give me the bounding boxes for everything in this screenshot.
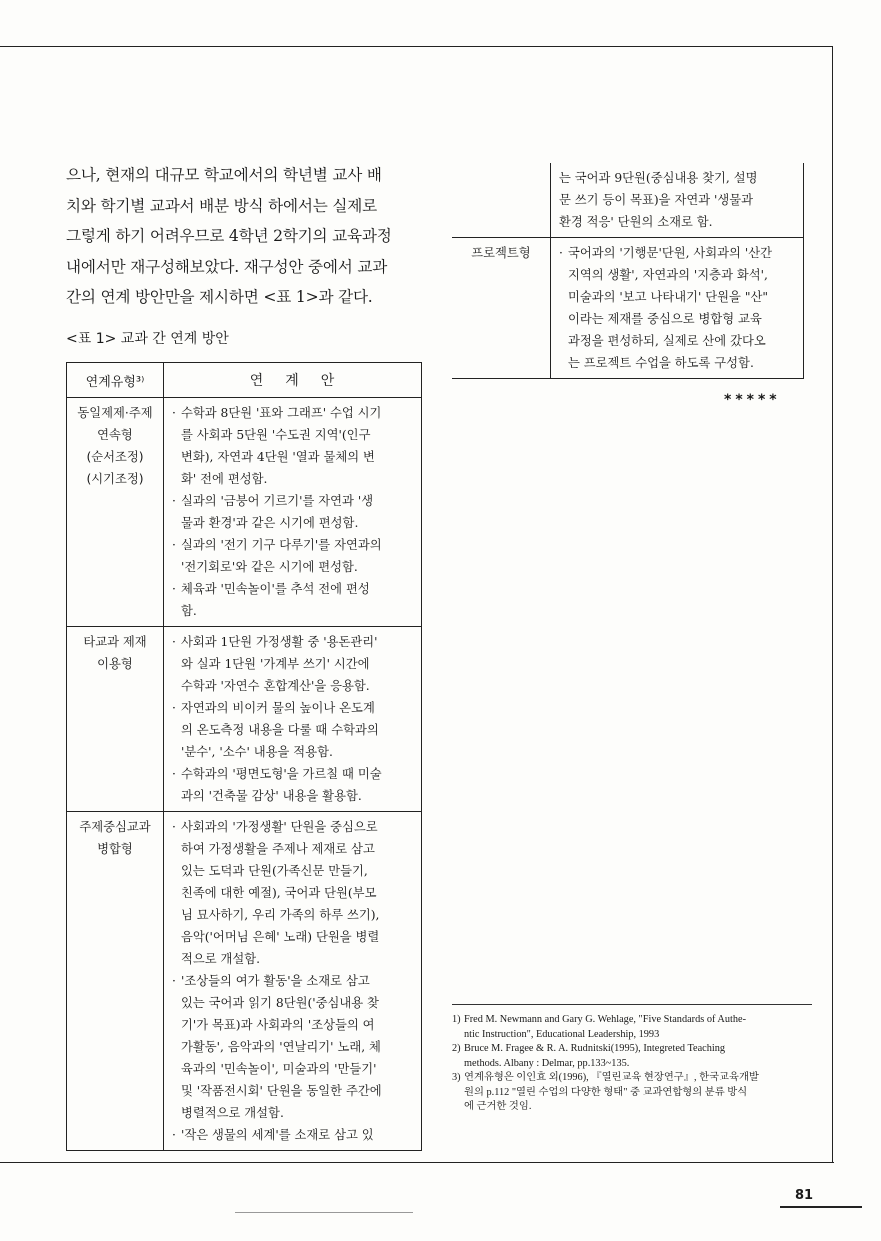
- cell-type: 프로젝트형: [452, 238, 551, 379]
- plan-item-line: 친족에 대한 예절), 국어과 단원(부모: [181, 886, 377, 900]
- intro-line: 치와 학기별 교과서 배분 방식 하에서는 실제로: [66, 196, 377, 215]
- linkage-table-continued: [452, 163, 804, 379]
- footnote-line: 원의 p.112 "열린 수업의 다양한 형태" 중 교과연합형의 분류 방식: [464, 1086, 748, 1098]
- plan-item-line: 있는 국어과 읽기 8단원('중심내용 찾: [181, 996, 379, 1010]
- footnote-text: [464, 1042, 725, 1071]
- plan-item-line: 변화), 자연과 4단원 '열과 물체의 변: [181, 450, 375, 464]
- plan-item-line: 과의 '건축물 감상' 내용을 활용함.: [181, 789, 362, 803]
- footnote-text: [464, 1013, 746, 1042]
- plan-item: [172, 763, 417, 807]
- table-row: [67, 398, 422, 627]
- plan-item-line: 기'가 목표)과 사회과의 '조상들의 여: [181, 1018, 375, 1032]
- footnote-line: methods. Albany : Delmar, pp.133~135.: [464, 1057, 630, 1069]
- header-linkage-plan: 연계안: [164, 363, 422, 398]
- plan-item-line: 는 국어과 9단원(중심내용 찾기, 설명: [559, 171, 758, 185]
- footnote-number: 3): [452, 1072, 461, 1083]
- plan-item-line: · '조상들의 여가 활동'을 소재로 삼고: [181, 974, 370, 988]
- plan-item: [172, 1124, 417, 1146]
- table-row: [452, 238, 804, 379]
- plan-item-line: 지역의 생활', 자연과의 '지층과 화석',: [568, 268, 768, 282]
- cell-type: [67, 627, 164, 812]
- intro-paragraph: [66, 160, 422, 313]
- page-number: 81: [795, 1188, 814, 1203]
- table-row: [67, 627, 422, 812]
- footnote-line: Bruce M. Fragee & R. A. Rudnitski(1995), Integreted Teaching: [464, 1043, 726, 1054]
- type-line: (순서조정): [86, 450, 144, 464]
- top-rule: [0, 46, 832, 47]
- header-linkage-type: 연계유형³⁾: [67, 363, 164, 398]
- plan-item-line: 미술과의 '보고 나타내기' 단원을 "산": [568, 290, 769, 304]
- plan-item-line: 물과 환경'과 같은 시기에 편성함.: [181, 516, 359, 530]
- plan-item-line: 님 묘사하기, 우리 가족의 하루 쓰기),: [181, 908, 380, 922]
- plan-item-line: · '작은 생물의 세계'를 소재로 삼고 있: [181, 1128, 374, 1142]
- plan-item: [172, 578, 417, 622]
- cell-plan-continued: [551, 163, 804, 238]
- footnote-line: ntic Instruction", Educational Leadership, 1993: [464, 1028, 660, 1040]
- table-caption: <표 1> 교과 간 연계 방안: [66, 331, 229, 347]
- footnote: [452, 1013, 812, 1042]
- plan-item-line: 환경 적응' 단원의 소재로 함.: [559, 215, 713, 229]
- cell-type-empty: [452, 163, 551, 238]
- plan-item: [172, 631, 417, 697]
- footnote-line: 연계유형은 이인효 외(1996), 『열린교육 현장연구』, 한국교육개발: [464, 1072, 759, 1083]
- footnote-number: 2): [452, 1043, 461, 1054]
- footer-rule: [235, 1212, 413, 1213]
- plan-item-line: · 사회과 1단원 가정생활 중 '용돈관리': [181, 635, 378, 649]
- plan-item-line: 육과의 '민속놀이', 미술과의 '만들기': [181, 1062, 377, 1076]
- bottom-rule: [0, 1162, 834, 1163]
- type-line: 이용형: [97, 657, 133, 671]
- page-number-rule: [780, 1206, 862, 1208]
- cell-plan: [164, 398, 422, 627]
- plan-item-line: 있는 도덕과 단원(가족신문 만들기,: [181, 864, 368, 878]
- footnote: [452, 1042, 812, 1071]
- type-line: 주제중심교과: [79, 820, 151, 834]
- plan-item: [172, 697, 417, 763]
- plan-item-line: 이라는 제재를 중심으로 병합형 교육: [568, 312, 762, 326]
- plan-item-line: 함.: [181, 604, 197, 618]
- footnote-line: Fred M. Newmann and Gary G. Wehlage, "Five Standards of Authe-: [464, 1014, 746, 1025]
- cell-plan: [551, 238, 804, 379]
- plan-item-line: 음악('어머님 은혜' 노래) 단원을 병렬: [181, 930, 380, 944]
- table-row: [452, 163, 804, 238]
- plan-item-line: 문 쓰기 등이 목표)을 자연과 '생물과: [559, 193, 754, 207]
- table-row: [67, 812, 422, 1151]
- plan-item-line: · 사회과의 '가정생활' 단원을 중심으로: [181, 820, 378, 834]
- plan-item-line: 화' 전에 편성함.: [181, 472, 268, 486]
- cell-type: [67, 812, 164, 1151]
- plan-item-line: 의 온도측정 내용을 다룰 때 수학과의: [181, 723, 379, 737]
- right-rule: [832, 46, 833, 1162]
- type-line: 타교과 제재: [83, 635, 147, 649]
- plan-item-line: 수학과 '자연수 혼합계산'을 응용함.: [181, 679, 370, 693]
- intro-line: 간의 연계 방안만을 제시하면 <표 1>과 같다.: [66, 288, 373, 306]
- plan-item-line: · 실과의 '전기 기구 다루기'를 자연과의: [181, 538, 382, 552]
- plan-item-line: · 자연과의 비이커 물의 높이나 온도계: [181, 701, 375, 715]
- plan-item: [172, 816, 417, 970]
- plan-item-line: 및 '작품전시회' 단원을 동일한 주간에: [181, 1084, 382, 1098]
- cell-plan: [164, 627, 422, 812]
- table-header-row: [67, 363, 422, 398]
- cell-type: [67, 398, 164, 627]
- footnote-line: 에 근거한 것임.: [464, 1101, 532, 1112]
- plan-item-line: 와 실과 1단원 '가계부 쓰기' 시간에: [181, 657, 370, 671]
- plan-item-line: · 실과의 '금붕어 기르기'를 자연과 '생: [181, 494, 374, 508]
- footnotes: [452, 1004, 812, 1115]
- plan-item-line: '전기회로'와 같은 시기에 편성함.: [181, 560, 358, 574]
- footnote-number: 1): [452, 1014, 461, 1025]
- plan-item: [172, 490, 417, 534]
- plan-item-line: · 국어과의 '기행문'단원, 사회과의 '산간: [568, 246, 772, 260]
- plan-item-line: · 수학과의 '평면도형'을 가르칠 때 미술: [181, 767, 382, 781]
- plan-item-line: 적으로 개설함.: [181, 952, 261, 966]
- plan-item: [172, 402, 417, 490]
- plan-item: [172, 970, 417, 1124]
- intro-line: 으나, 현재의 대규모 학교에서의 학년별 교사 배: [66, 166, 382, 184]
- plan-item-line: 병렬적으로 개설함.: [181, 1106, 284, 1120]
- plan-item-line: 가활동', 음악과의 '연날리기' 노래, 체: [181, 1040, 381, 1054]
- type-line: 병합형: [97, 842, 133, 856]
- linkage-table: [66, 362, 422, 1151]
- plan-item-line: · 수학과 8단원 '표와 그래프' 수업 시기: [181, 406, 382, 420]
- footnote-text: [464, 1071, 759, 1115]
- plan-item-line: 하여 가정생활을 주제나 제재로 삼고: [181, 842, 375, 856]
- plan-item: [559, 242, 799, 374]
- type-line: (시기조정): [86, 472, 144, 486]
- section-end-stars: *****: [724, 392, 781, 408]
- plan-item-line: 과정을 편성하되, 실제로 산에 갔다오: [568, 334, 766, 348]
- intro-line: 그렇게 하기 어려우므로 4학년 2학기의 교육과정: [66, 227, 392, 245]
- intro-line: 내에서만 재구성해보았다. 재구성안 중에서 교과: [66, 257, 388, 276]
- plan-item-line: '분수', '소수' 내용을 적용함.: [181, 745, 333, 759]
- type-line: 동일제제·주제: [77, 406, 153, 420]
- plan-item-line: · 체육과 '민속놀이'를 추석 전에 편성: [181, 582, 370, 596]
- cell-plan: [164, 812, 422, 1151]
- plan-item-line: 는 프로젝트 수업을 하도록 구성함.: [568, 356, 754, 370]
- footnote: [452, 1071, 812, 1115]
- plan-item-line: 를 사회과 5단원 '수도권 지역'(인구: [181, 428, 371, 442]
- plan-item: [172, 534, 417, 578]
- type-line: 연속형: [97, 428, 133, 442]
